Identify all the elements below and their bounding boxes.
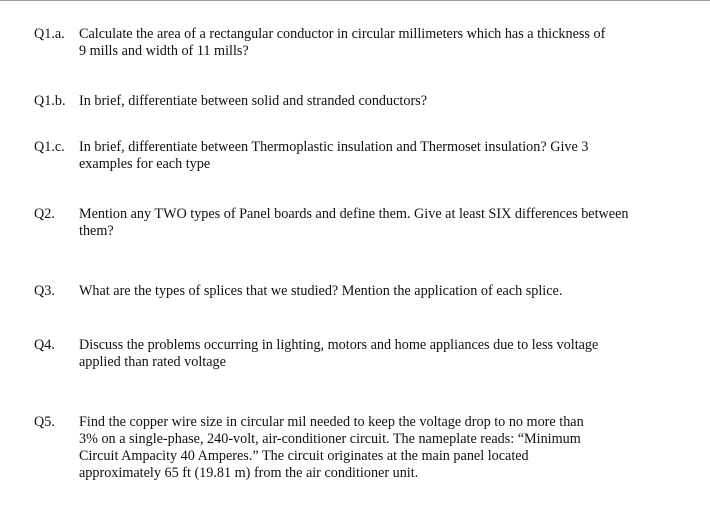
question-number: Q2. <box>34 206 55 222</box>
question-line: 9 mills and width of 11 mills? <box>79 43 249 59</box>
question-line: Circuit Ampacity 40 Amperes.” The circuit originates at the main panel located <box>79 448 529 464</box>
question-line: In brief, differentiate between solid and stranded conductors? <box>79 93 427 109</box>
question-number: Q4. <box>34 337 55 353</box>
question-text <box>79 26 605 60</box>
question-line: In brief, differentiate between Thermoplastic insulation and Thermoset insulation? Give 3 <box>79 139 589 155</box>
question-line: Discuss the problems occurring in lighting, motors and home appliances due to less voltage <box>79 337 599 353</box>
question-line: applied than rated voltage <box>79 354 226 370</box>
question-line: What are the types of splices that we studied? Mention the application of each splice. <box>79 283 563 299</box>
question-number: Q1.a. <box>34 26 65 42</box>
question-line: 3% on a single-phase, 240-volt, air-conditioner circuit. The nameplate reads: “Minimum <box>79 431 581 447</box>
question-text <box>79 337 598 371</box>
top-divider <box>0 0 710 1</box>
question-line: Mention any TWO types of Panel boards and define them. Give at least SIX differences between <box>79 206 629 222</box>
question-number: Q1.c. <box>34 139 65 155</box>
question-line: them? <box>79 223 114 239</box>
question-line: Find the copper wire size in circular mil needed to keep the voltage drop to no more than <box>79 414 584 430</box>
question-number: Q1.b. <box>34 93 66 109</box>
question-text <box>79 139 588 173</box>
question-line: Calculate the area of a rectangular conductor in circular millimeters which has a thickness of <box>79 26 606 42</box>
question-number: Q5. <box>34 414 55 430</box>
question-text <box>79 93 427 110</box>
question-number: Q3. <box>34 283 55 299</box>
question-line: examples for each type <box>79 156 211 172</box>
question-line: approximately 65 ft (19.81 m) from the air conditioner unit. <box>79 465 419 481</box>
question-text <box>79 206 628 240</box>
question-text <box>79 283 562 300</box>
question-text <box>79 414 584 482</box>
